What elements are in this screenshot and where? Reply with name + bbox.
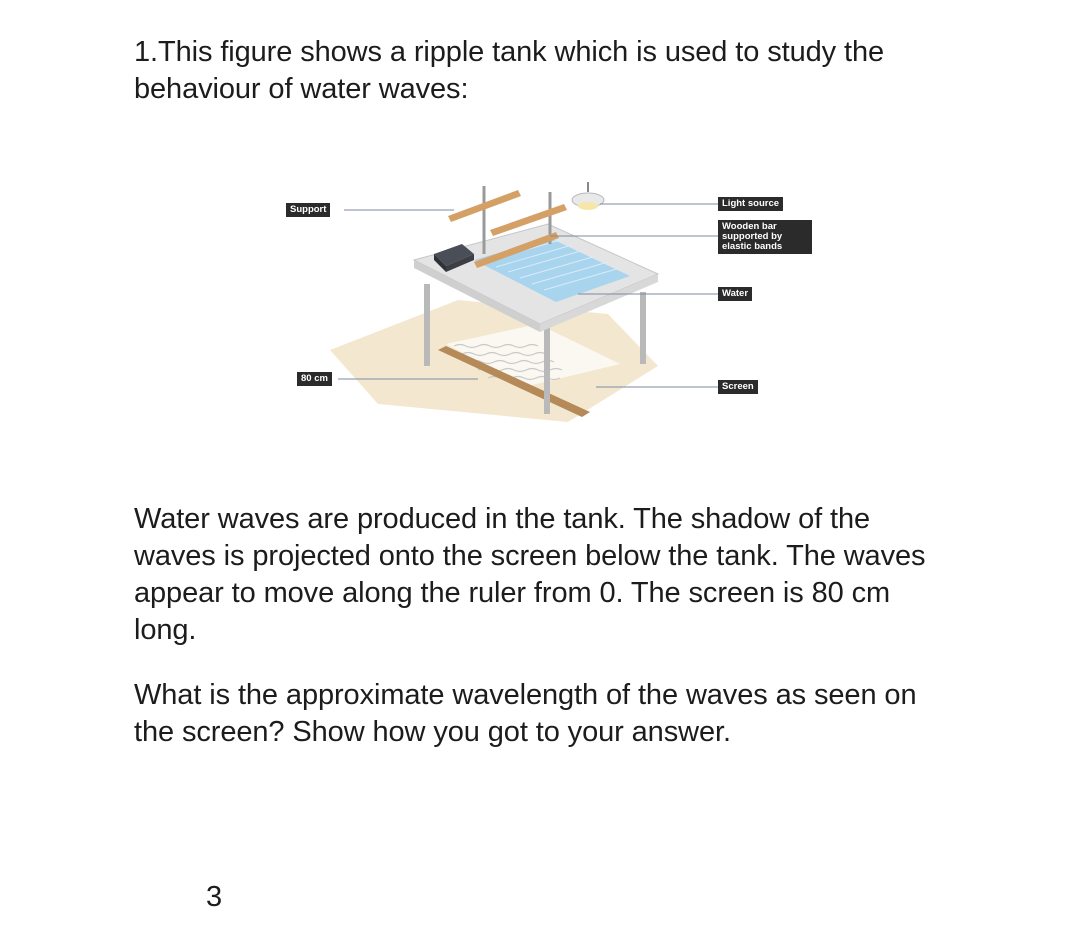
screen-label: Screen (718, 380, 758, 394)
question-description: Water waves are produced in the tank. The shadow of the waves is projected onto the screen below the tank. The waves appear to move along the ruler from 0. The screen is 80 cm long. (134, 503, 926, 646)
length-label: 80 cm (297, 372, 332, 386)
light-source-lamp (572, 182, 604, 210)
light-source-label: Light source (718, 197, 783, 211)
ripple-tank-figure (278, 174, 818, 430)
water-label: Water (718, 287, 752, 301)
page-number: 3 (206, 881, 223, 913)
question-prompt: What is the approximate wavelength of the waves as seen on the screen? Show how you got to your answer. (134, 679, 917, 748)
support-label: Support (286, 203, 330, 217)
question-title: 1.This figure shows a ripple tank which is used to study the behaviour of water waves: (134, 36, 884, 105)
wooden-bar-label: Wooden bar supported by elastic bands (718, 220, 812, 254)
